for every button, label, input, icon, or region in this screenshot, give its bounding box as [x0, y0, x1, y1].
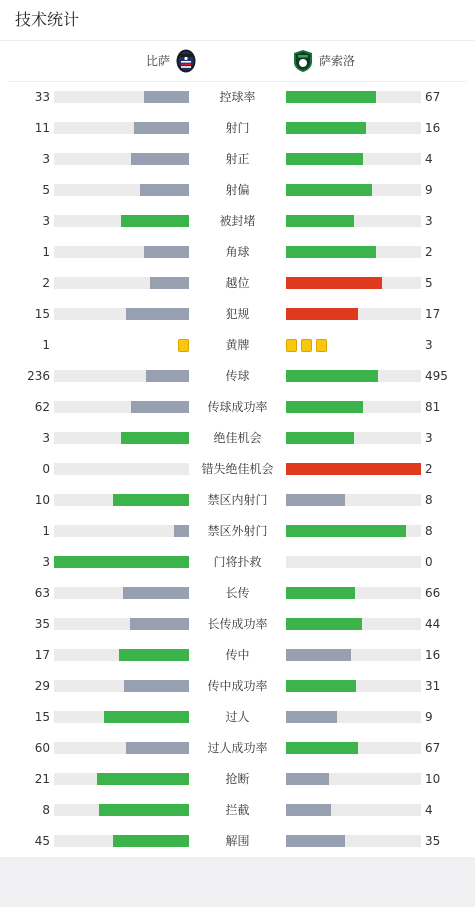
stat-label: 传球成功率: [207, 400, 268, 414]
home-bar-track: [54, 711, 189, 723]
home-bar: [113, 835, 189, 847]
away-bar-track: [286, 618, 421, 630]
home-value: 45: [34, 834, 50, 848]
away-value: 2: [425, 462, 433, 476]
away-bar-track: [286, 215, 421, 227]
away-bar-track: [286, 122, 421, 134]
away-bar-track: [286, 804, 421, 816]
stat-row: [0, 795, 475, 826]
home-bar: [126, 742, 189, 754]
away-bar-track: [286, 711, 421, 723]
away-bar: [286, 680, 356, 692]
home-team-name: 比萨: [145, 54, 170, 68]
stat-row: [0, 516, 475, 547]
home-bar-track: [54, 587, 189, 599]
away-bar-track: [286, 587, 421, 599]
home-bar-track: [54, 494, 189, 506]
away-bar-track: [286, 680, 421, 692]
away-bar-track: [286, 277, 421, 289]
stat-label: 禁区内射门: [207, 493, 268, 507]
sassuolo-crest-icon: [292, 49, 314, 73]
away-bar: [286, 122, 366, 134]
away-value: 9: [425, 183, 433, 197]
stat-label: 黄牌: [225, 338, 250, 352]
stat-row: [0, 299, 475, 330]
stat-row: [0, 826, 475, 857]
away-bar: [286, 835, 345, 847]
away-bar-track: [286, 742, 421, 754]
stat-label: 错失绝佳机会: [201, 462, 274, 476]
stat-label: 门将扑救: [213, 555, 262, 569]
stat-label: 禁区外射门: [207, 524, 268, 538]
away-bar: [286, 649, 351, 661]
away-bar-track: [286, 556, 421, 568]
away-bar-track: [286, 184, 421, 196]
stat-label: 传球: [225, 369, 250, 383]
away-value: 2: [425, 245, 433, 259]
home-value: 60: [34, 741, 50, 755]
away-bar: [286, 401, 363, 413]
away-value: 67: [425, 90, 441, 104]
stat-row: [0, 206, 475, 237]
home-team[interactable]: [146, 49, 196, 73]
away-value: 16: [425, 121, 441, 135]
away-bar-track: [286, 463, 421, 475]
away-bar: [286, 432, 354, 444]
away-bar-track: [286, 494, 421, 506]
stat-label: 越位: [225, 276, 250, 290]
stat-label: 拦截: [225, 803, 250, 817]
home-value: 63: [34, 586, 50, 600]
home-bar: [144, 246, 189, 258]
home-value: 35: [34, 617, 50, 631]
away-bar: [286, 618, 362, 630]
home-bar: [121, 215, 189, 227]
away-bar-track: [286, 649, 421, 661]
page-title: 技术统计: [15, 10, 80, 29]
home-bar-track: [54, 804, 189, 816]
home-bar-track: [54, 122, 189, 134]
away-bar: [286, 494, 345, 506]
away-team-name: 萨索洛: [319, 54, 356, 68]
away-bar-track: [286, 432, 421, 444]
away-bar: [286, 184, 372, 196]
away-value: 0: [425, 555, 433, 569]
home-value: 3: [42, 555, 50, 569]
home-bar-track: [54, 556, 189, 568]
away-bar: [286, 463, 421, 475]
away-bar: [286, 308, 358, 320]
home-bar: [104, 711, 189, 723]
home-bar: [126, 308, 189, 320]
stat-label: 传中成功率: [207, 679, 268, 693]
stat-row: [0, 113, 475, 144]
home-value: 10: [34, 493, 50, 507]
home-value: 8: [42, 803, 50, 817]
away-bar: [286, 91, 376, 103]
yellow-card-icon: [286, 339, 297, 352]
stat-row: [0, 733, 475, 764]
home-value: 1: [42, 338, 50, 352]
away-bar-track: [286, 308, 421, 320]
home-bar: [54, 556, 189, 568]
away-value: 495: [425, 369, 448, 383]
home-value: 5: [42, 183, 50, 197]
home-bar: [130, 618, 189, 630]
away-bar: [286, 246, 376, 258]
home-bar-track: [54, 680, 189, 692]
away-value: 67: [425, 741, 441, 755]
stat-row: [0, 175, 475, 206]
home-bar-track: [54, 215, 189, 227]
home-value: 0: [42, 462, 50, 476]
home-yellow-cards: [178, 339, 189, 352]
home-bar-track: [54, 835, 189, 847]
stat-label: 过人成功率: [207, 741, 268, 755]
home-value: 2: [42, 276, 50, 290]
away-bar: [286, 215, 354, 227]
stat-row: [0, 609, 475, 640]
stat-label: 绝佳机会: [213, 431, 262, 445]
home-bar-track: [54, 91, 189, 103]
stat-row: [0, 578, 475, 609]
away-value: 44: [425, 617, 441, 631]
away-bar: [286, 277, 382, 289]
home-value: 29: [34, 679, 50, 693]
away-value: 17: [425, 307, 441, 321]
stat-label: 控球率: [219, 90, 256, 104]
stat-label: 射正: [225, 152, 250, 166]
away-value: 66: [425, 586, 441, 600]
pisa-crest-icon: [176, 49, 196, 73]
stat-row: [0, 547, 475, 578]
stat-row: [0, 423, 475, 454]
home-value: 33: [34, 90, 50, 104]
away-value: 35: [425, 834, 441, 848]
yellow-card-icon: [301, 339, 312, 352]
home-value: 21: [34, 772, 50, 786]
home-bar: [140, 184, 189, 196]
home-value: 15: [34, 710, 50, 724]
home-bar: [146, 370, 189, 382]
stat-label: 传中: [225, 648, 250, 662]
home-value: 62: [34, 400, 50, 414]
home-bar-track: [54, 308, 189, 320]
away-yellow-cards: [286, 339, 327, 352]
away-bar: [286, 711, 337, 723]
home-bar-track: [54, 401, 189, 413]
away-bar-track: [286, 525, 421, 537]
home-bar: [123, 587, 189, 599]
home-value: 1: [42, 524, 50, 538]
home-value: 17: [34, 648, 50, 662]
stat-label: 抢断: [225, 772, 250, 786]
stat-row: [0, 485, 475, 516]
away-value: 9: [425, 710, 433, 724]
teams-row: [8, 41, 467, 82]
away-bar: [286, 525, 406, 537]
yellow-card-icon: [178, 339, 189, 352]
away-value: 3: [425, 338, 433, 352]
home-bar-track: [54, 742, 189, 754]
stat-label: 角球: [225, 245, 250, 259]
away-bar-track: [286, 370, 421, 382]
away-bar-track: [286, 246, 421, 258]
away-bar-track: [286, 401, 421, 413]
away-bar: [286, 773, 329, 785]
home-bar: [97, 773, 189, 785]
stat-label: 射偏: [225, 183, 250, 197]
away-bar: [286, 370, 378, 382]
stat-row: [0, 268, 475, 299]
away-bar-track: [286, 153, 421, 165]
home-bar-track: [54, 277, 189, 289]
stat-row: [0, 237, 475, 268]
home-value: 1: [42, 245, 50, 259]
home-bar: [150, 277, 189, 289]
home-value: 3: [42, 152, 50, 166]
home-bar: [174, 525, 189, 537]
away-bar: [286, 587, 355, 599]
home-bar: [124, 680, 189, 692]
yellow-card-icon: [316, 339, 327, 352]
away-bar-track: [286, 835, 421, 847]
away-bar: [286, 153, 363, 165]
stat-row: [0, 330, 475, 361]
home-value: 3: [42, 431, 50, 445]
stat-label: 犯规: [225, 307, 250, 321]
home-bar-track: [54, 618, 189, 630]
home-value: 3: [42, 214, 50, 228]
stat-row: [0, 144, 475, 175]
home-bar: [131, 153, 189, 165]
home-bar: [144, 91, 189, 103]
stats-list: [0, 82, 475, 857]
away-value: 10: [425, 772, 441, 786]
stat-label: 射门: [225, 121, 250, 135]
home-bar: [121, 432, 189, 444]
stats-header: [0, 0, 475, 41]
home-value: 11: [34, 121, 50, 135]
away-value: 4: [425, 152, 433, 166]
stat-row: [0, 82, 475, 113]
home-bar-track: [54, 432, 189, 444]
away-value: 3: [425, 214, 433, 228]
home-bar: [131, 401, 189, 413]
home-bar-track: [54, 525, 189, 537]
home-bar: [99, 804, 189, 816]
away-value: 8: [425, 524, 433, 538]
stat-label: 长传: [225, 586, 250, 600]
stat-row: [0, 764, 475, 795]
away-bar: [286, 804, 331, 816]
stat-label: 被封堵: [219, 214, 256, 228]
away-value: 4: [425, 803, 433, 817]
away-bar: [286, 742, 358, 754]
home-bar: [134, 122, 189, 134]
home-bar: [113, 494, 189, 506]
away-value: 8: [425, 493, 433, 507]
away-value: 5: [425, 276, 433, 290]
home-bar-track: [54, 153, 189, 165]
stat-row: [0, 454, 475, 485]
away-value: 16: [425, 648, 441, 662]
away-value: 81: [425, 400, 441, 414]
home-bar-track: [54, 773, 189, 785]
stat-row: [0, 361, 475, 392]
home-bar-track: [54, 370, 189, 382]
home-value: 236: [27, 369, 50, 383]
home-bar-track: [54, 246, 189, 258]
stat-label: 长传成功率: [207, 617, 268, 631]
away-value: 3: [425, 431, 433, 445]
home-bar-track: [54, 184, 189, 196]
home-bar: [119, 649, 189, 661]
home-value: 15: [34, 307, 50, 321]
stat-row: [0, 671, 475, 702]
away-bar-track: [286, 91, 421, 103]
home-bar-track: [54, 649, 189, 661]
home-bar-track: [54, 463, 189, 475]
away-value: 31: [425, 679, 441, 693]
away-team[interactable]: [292, 49, 355, 73]
stat-row: [0, 392, 475, 423]
away-bar-track: [286, 773, 421, 785]
stat-row: [0, 702, 475, 733]
stat-label: 解围: [225, 834, 250, 848]
stat-row: [0, 640, 475, 671]
stat-label: 过人: [225, 710, 250, 724]
